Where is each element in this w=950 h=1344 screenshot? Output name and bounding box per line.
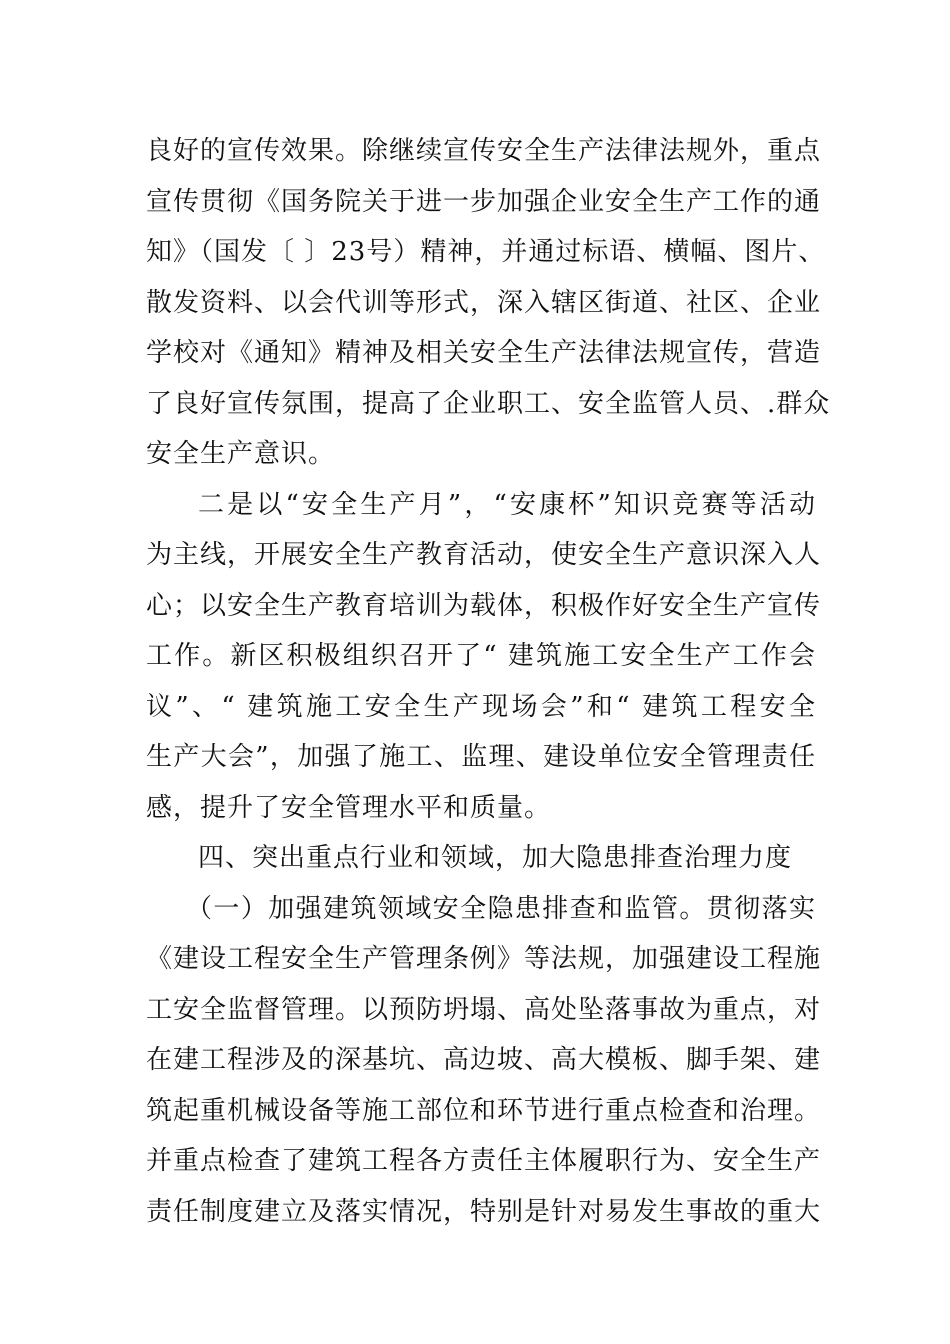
text-line: （一）加强建筑领域安全隐患排查和监管。贯彻落实 (186, 893, 816, 924)
text-line: 知》（国发〔 〕23号）精神，并通过标语、横幅、图片、 (146, 237, 826, 267)
paragraph-publicity-effect (146, 126, 831, 480)
text-line: 工作。新区积极组织召开了“ 建筑施工安全生产工作会 (146, 641, 816, 671)
text-line: 《建设工程安全生产管理条例》等法规，加强建设工程施 (146, 944, 822, 974)
text-line: 责任制度建立及落实情况，特别是针对易发生事故的重大 (146, 1196, 822, 1227)
section-heading-four (146, 833, 816, 884)
paragraph-construction-safety (146, 884, 822, 1238)
text-line: 议”、“ 建筑施工安全生产现场会”和“ 建筑工程安全 (146, 691, 816, 722)
section-heading: 四、突出重点行业和领域，加大隐患排查治理力度 (198, 843, 793, 873)
text-line: 良好的宣传效果。除继续宣传安全生产法律法规外，重点 (146, 136, 822, 166)
text-line: 散发资料、以会代训等形式，深入辖区街道、社区、企业 (146, 287, 822, 318)
text-line: 工安全监督管理。以预防坍塌、高处坠落事故为重点，对 (146, 994, 822, 1025)
paragraph-safety-month (146, 480, 822, 834)
text-line: 安全生产意识。 (146, 439, 336, 469)
text-line: 了良好宣传氛围，提高了企业职工、安全监管人员、.群众 (146, 388, 831, 419)
text-line: 生产大会”，加强了施工、监理、建设单位安全管理责任 (146, 742, 816, 772)
text-line: 感，提升了安全管理水平和质量。 (146, 792, 552, 823)
text-line: 宣传贯彻《国务院关于进一步加强企业安全生产工作的通 (146, 186, 822, 217)
text-line: 为主线，开展安全生产教育活动，使安全生产意识深入人 (146, 540, 822, 570)
text-line: 在建工程涉及的深基坑、高边坡、高大模板、脚手架、建 (146, 1045, 822, 1075)
text-line: 筑起重机械设备等施工部位和环节进行重点检查和治理。 (146, 1095, 822, 1126)
text-line: 心；以安全生产教育培训为载体，积极作好安全生产宣传 (146, 590, 822, 621)
text-line: 学校对《通知》精神及相关安全生产法律法规宣传，营造 (146, 338, 822, 368)
text-line: 二是以“安全生产月”，“安康杯”知识竞赛等活动 (198, 489, 816, 520)
text-line: 并重点检查了建筑工程各方责任主体履职行为、安全生产 (146, 1146, 822, 1176)
document-body (146, 126, 831, 1237)
